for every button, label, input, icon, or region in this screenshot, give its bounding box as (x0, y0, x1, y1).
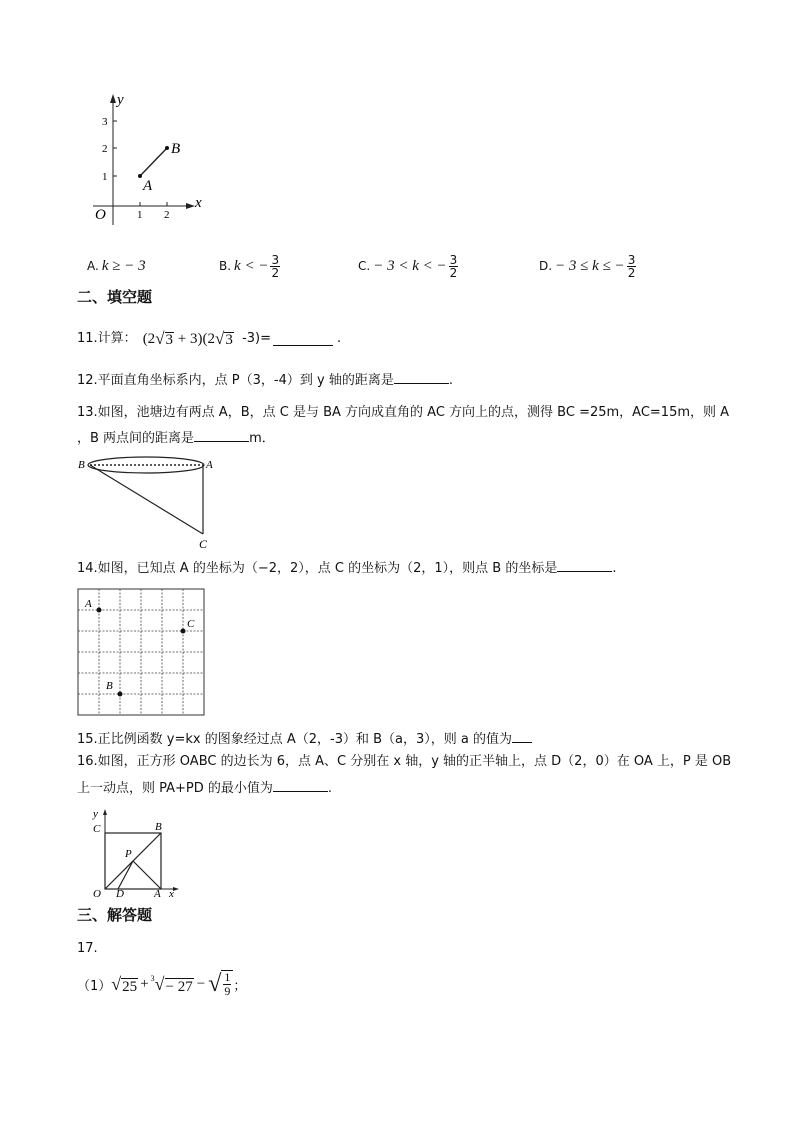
option-c[interactable] (358, 252, 458, 280)
option-d-label: D. (539, 259, 553, 273)
q16-line2: 上一动点，则 PA+PD 的最小值为 (77, 781, 273, 796)
pond-label-b: B (78, 459, 85, 471)
question-16-line-1: 16.如图，正方形 OABC 的边长为 6，点 A、C 分别在 x 轴，y 轴的正半轴上，点 D（2，0）在 OA 上，P 是 OB (77, 754, 732, 769)
fig1-origin-label: O (95, 207, 106, 223)
sq-label-p: P (125, 848, 132, 860)
sq-label-y: y (93, 808, 98, 820)
q13-line2-pre: ，B 两点间的距离是 (77, 431, 195, 446)
q13-line2-post: m． (249, 431, 275, 446)
fig1-point-a-label: A (143, 178, 153, 194)
grid-point-b (118, 692, 123, 697)
sq-label-a: A (154, 888, 161, 900)
section-3-title: 三、解答题 (77, 906, 153, 924)
question-13-line-1: 13.如图，池塘边有两点 A，B，点 C 是与 BA 方向成直角的 AC 方向上的点，测得 BC =25m，AC=15m，则 A (77, 405, 730, 420)
option-a-expr: k ≥ − 3 (101, 257, 146, 274)
q17-semicolon: ； (233, 978, 247, 994)
question-17-part-1 (77, 966, 246, 1002)
option-d-fraction: $\frac{3}{2}$ (627, 252, 636, 280)
figure-segment-ab (85, 90, 215, 235)
question-15 (77, 729, 532, 749)
fig1-y-tick-1: 1 (102, 171, 108, 183)
section-2-title: 二、填空题 (77, 288, 153, 306)
fig1-y-tick-2: 2 (102, 143, 108, 155)
fig1-x-tick-1: 1 (137, 209, 143, 221)
q17-plus: + (140, 975, 149, 992)
option-b-label: B. (219, 259, 232, 273)
q16-answer-blank[interactable] (273, 778, 328, 792)
q11-expr-c: -3)= (233, 331, 272, 346)
q11-expr-a: (2 (142, 331, 156, 347)
q12-end: . (448, 373, 453, 388)
question-12 (77, 370, 453, 390)
q15-answer-blank[interactable] (512, 729, 532, 743)
fig1-y-label: y (117, 92, 124, 108)
sq-label-b: B (155, 821, 162, 833)
question-16-line-2 (77, 778, 332, 798)
figure-square-oabc (85, 805, 185, 900)
question-17-number: 17. (77, 941, 98, 956)
q14-answer-blank[interactable] (557, 558, 612, 572)
option-a-label: A. (87, 259, 99, 273)
grid-label-c: C (187, 618, 195, 630)
q15-text: 15.正比例函数 y=kx 的图象经过点 A（2，-3）和 B（a，3），则 a 的值为 (77, 732, 513, 747)
grid-label-a: A (85, 598, 92, 610)
fig1-x-tick-2: 2 (164, 209, 170, 221)
q11-sqrt-2: √ 3 (214, 329, 233, 348)
q12-answer-blank[interactable] (394, 370, 449, 384)
sq-label-d: D (116, 888, 124, 900)
q13-answer-blank[interactable] (194, 428, 249, 442)
q11-expr-b: + 3)(2 (174, 331, 215, 347)
q11-end: . (337, 331, 342, 346)
grid-point-a (97, 608, 102, 613)
q11-prefix: 11.计算： (77, 331, 137, 346)
q14-end: . (612, 561, 617, 576)
option-c-label: C. (358, 259, 371, 273)
q17-cbrt: 3 √ − 27 (150, 973, 193, 995)
option-b-expr: k < − (234, 257, 269, 274)
q17-sqrt-frac: √ 1 9 (208, 970, 233, 998)
q14-text: 14.如图，已知点 A 的坐标为（−2，2），点 C 的坐标为（2，1），则点 B 的坐标是 (77, 561, 558, 576)
q12-text: 12.平面直角坐标系内，点 P（3，-4）到 y 轴的距离是 (77, 373, 394, 388)
question-13-line-2 (77, 428, 275, 448)
option-b[interactable] (219, 252, 280, 280)
option-b-fraction: $\frac{3}{2}$ (271, 252, 280, 280)
question-11 (77, 330, 341, 348)
figure-grid (77, 588, 207, 718)
option-a[interactable] (87, 252, 146, 280)
sq-label-o: O (93, 888, 101, 900)
option-d[interactable] (539, 252, 636, 280)
grid-point-c (181, 629, 186, 634)
fig1-point-b-label: B (171, 141, 181, 157)
fig1-y-tick-3: 3 (102, 116, 108, 128)
pond-label-a: A (206, 459, 213, 471)
grid-label-b: B (106, 680, 113, 692)
question-14 (77, 558, 616, 578)
pond-label-c: C (199, 537, 208, 551)
sq-label-x: x (169, 888, 174, 900)
option-c-expr: − 3 < k < − (373, 257, 447, 274)
q16-end: . (327, 781, 333, 796)
option-d-expr: − 3 ≤ k ≤ − (555, 257, 625, 274)
q11-answer-blank[interactable] (273, 332, 333, 346)
figure-pond (75, 452, 225, 552)
fig1-x-label: x (195, 195, 202, 211)
q17-part1-label: （1） (77, 978, 112, 994)
sq-label-c: C (93, 823, 101, 835)
q17-minus: − (196, 975, 206, 992)
q11-sqrt-1: √ 3 (155, 329, 174, 348)
q17-sqrt-25: √ 25 (111, 973, 138, 995)
option-c-fraction: $\frac{3}{2}$ (449, 252, 458, 280)
